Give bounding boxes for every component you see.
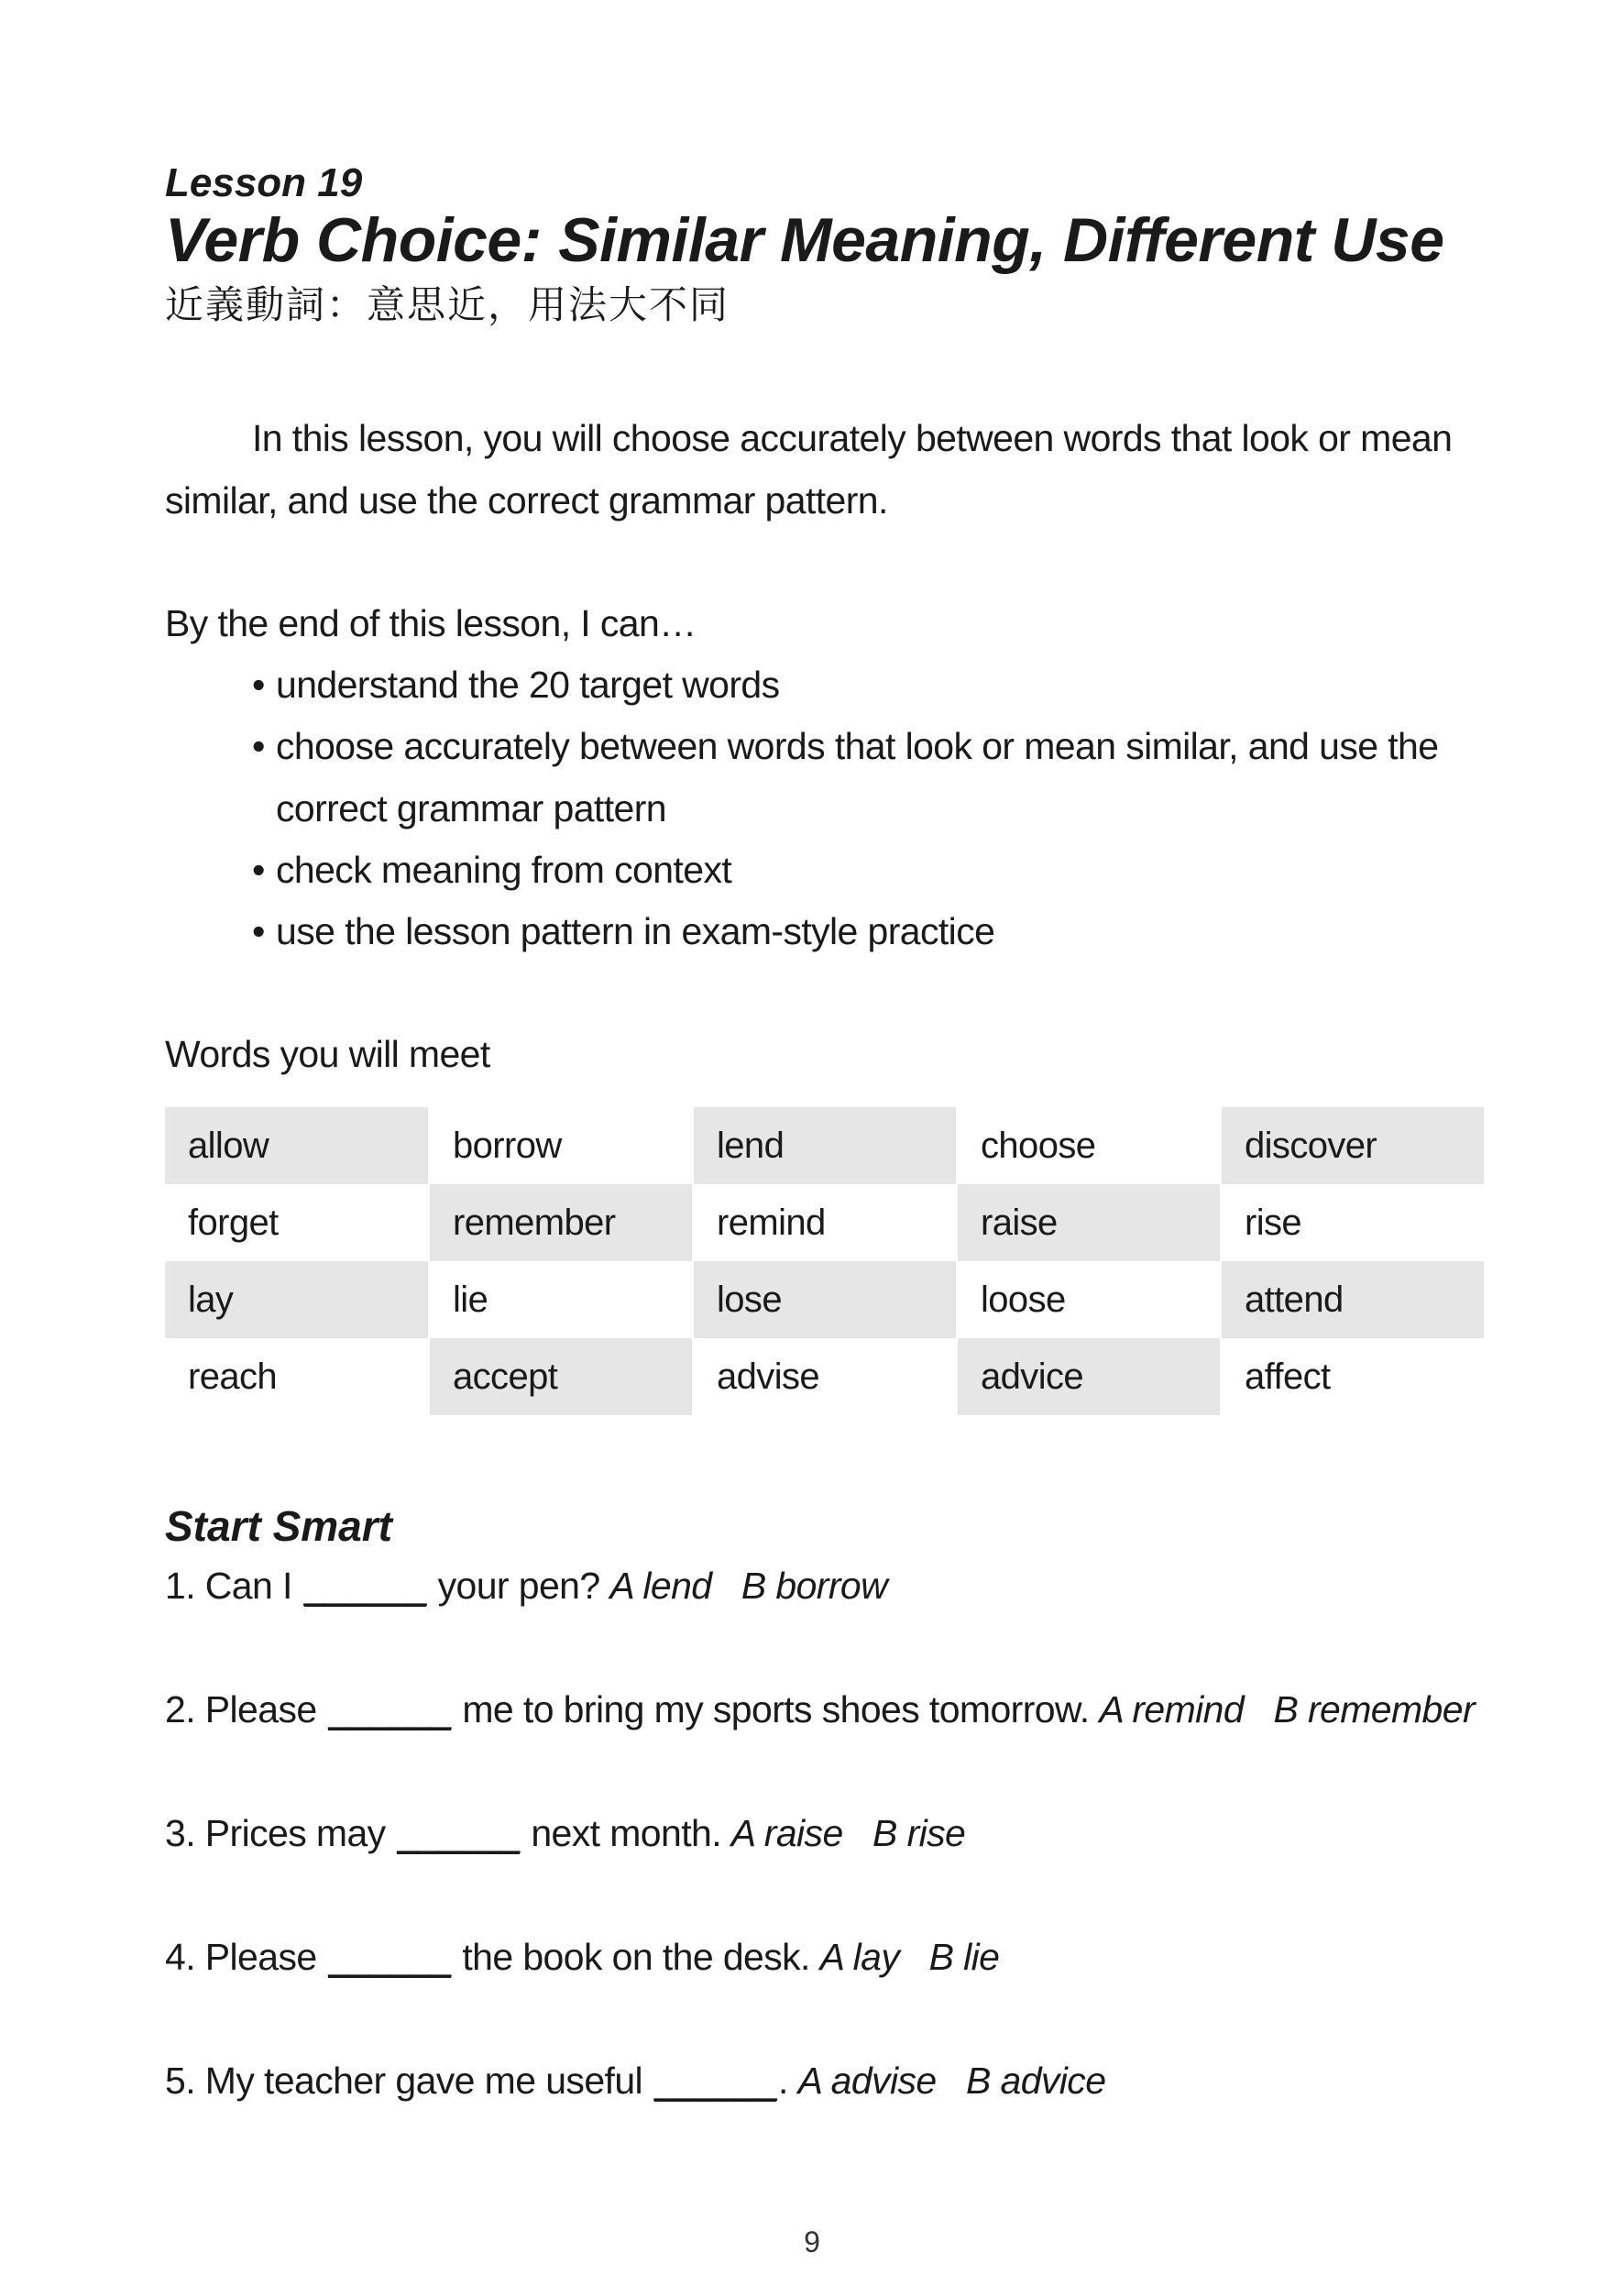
word-cell: discover <box>1221 1107 1485 1184</box>
question-stem: next month. <box>521 1812 731 1854</box>
bullet-icon: • <box>252 910 265 952</box>
word-cell: forget <box>165 1184 429 1261</box>
word-row <box>165 1261 1485 1338</box>
word-row <box>165 1184 1485 1261</box>
lesson-number: Lesson 19 <box>165 160 363 205</box>
word-cell: advise <box>693 1338 957 1415</box>
goal-text-continued: correct grammar pattern <box>276 787 666 829</box>
page-number: 9 <box>804 2225 820 2258</box>
question-stem: 5. My teacher gave me useful <box>165 2060 653 2102</box>
page-title: Verb Choice: Similar Meaning, Different Use <box>165 205 1444 275</box>
bullet-icon: • <box>252 664 265 706</box>
question <box>165 1567 887 1607</box>
word-cell: lose <box>693 1261 957 1338</box>
goal-item <box>252 851 731 889</box>
word-cell: accept <box>429 1338 693 1415</box>
question <box>165 2062 1105 2102</box>
words-heading: Words you will meet <box>165 1033 490 1075</box>
goal-item <box>252 666 780 704</box>
intro-line-2: similar, and use the correct grammar pattern. <box>165 479 888 522</box>
section-heading: Start Smart <box>165 1502 392 1550</box>
word-cell: lend <box>693 1107 957 1184</box>
goal-item <box>252 725 1439 767</box>
question <box>165 1812 966 1854</box>
option-b[interactable]: B advice <box>965 2060 1106 2102</box>
answer-blank[interactable]: ______ <box>303 1565 426 1607</box>
option-a[interactable]: A lay <box>819 1936 900 1978</box>
answer-blank[interactable]: ______ <box>328 1936 451 1978</box>
goals-heading: By the end of this lesson, I can… <box>165 602 697 644</box>
word-cell: advice <box>957 1338 1221 1415</box>
option-b[interactable]: B remember <box>1273 1688 1476 1730</box>
question-stem: me to bring my sports shoes tomorrow. <box>452 1688 1100 1730</box>
goal-text: check meaning from context <box>276 849 732 891</box>
answer-blank[interactable]: ______ <box>397 1812 520 1854</box>
answer-blank[interactable]: ______ <box>328 1688 451 1730</box>
question-stem: 1. Can I <box>165 1565 302 1607</box>
question <box>165 1688 1476 1730</box>
question <box>165 1936 1000 1978</box>
chinese-subtitle: 近義動詞：意思近，用法大不同 <box>165 282 730 327</box>
word-cell: reach <box>165 1338 429 1415</box>
word-cell: loose <box>957 1261 1221 1338</box>
word-row <box>165 1107 1485 1184</box>
option-a[interactable]: A advise <box>797 2060 937 2102</box>
word-cell: rise <box>1221 1184 1485 1261</box>
option-b[interactable]: B borrow <box>741 1565 888 1607</box>
question-stem: . <box>778 2060 798 2102</box>
intro-line-1: In this lesson, you will choose accurately between words that look or mean <box>252 417 1453 459</box>
word-cell: lay <box>165 1261 429 1338</box>
option-a[interactable]: A lend <box>609 1565 712 1607</box>
word-row <box>165 1338 1485 1415</box>
word-cell: choose <box>957 1107 1221 1184</box>
question-stem: your pen? <box>427 1565 610 1607</box>
option-b[interactable]: B rise <box>872 1812 966 1854</box>
word-cell: attend <box>1221 1261 1485 1338</box>
option-a[interactable]: A remind <box>1099 1688 1245 1730</box>
question-stem: 4. Please <box>165 1936 327 1978</box>
word-cell: borrow <box>429 1107 693 1184</box>
goal-item <box>252 910 995 952</box>
question-stem: 3. Prices may <box>165 1812 396 1854</box>
goal-text: use the lesson pattern in exam-style practice <box>276 910 995 952</box>
bullet-icon: • <box>252 725 265 767</box>
word-cell: lie <box>429 1261 693 1338</box>
word-cell: affect <box>1221 1338 1485 1415</box>
word-cell: remind <box>693 1184 957 1261</box>
goal-text: understand the 20 target words <box>276 664 780 706</box>
goal-text: choose accurately between words that look or mean similar, and use the <box>276 725 1439 767</box>
question-stem: the book on the desk. <box>452 1936 820 1978</box>
word-cell: remember <box>429 1184 693 1261</box>
word-cell: allow <box>165 1107 429 1184</box>
word-cell: raise <box>957 1184 1221 1261</box>
answer-blank[interactable]: ______ <box>653 2060 777 2102</box>
option-a[interactable]: A raise <box>730 1812 843 1854</box>
question-stem: 2. Please <box>165 1688 327 1730</box>
word-table <box>165 1107 1486 1415</box>
option-b[interactable]: B lie <box>928 1936 1000 1978</box>
bullet-icon: • <box>252 849 265 891</box>
